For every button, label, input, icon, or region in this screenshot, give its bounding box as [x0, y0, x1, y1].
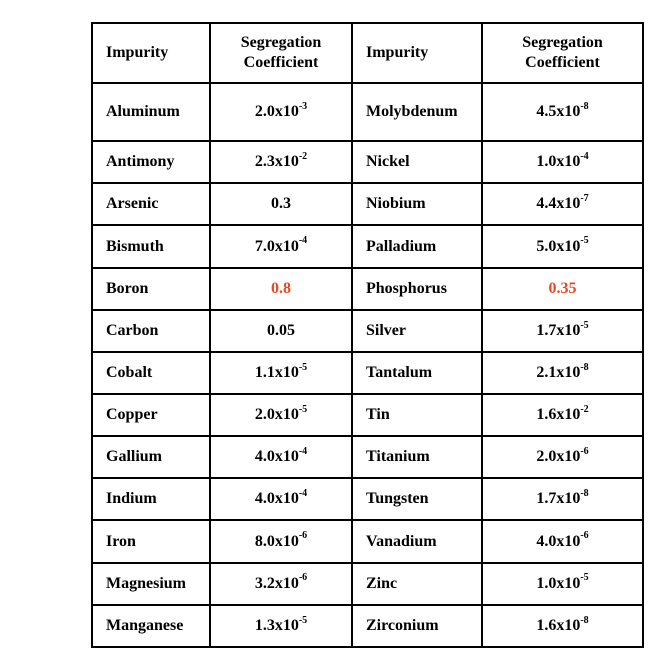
- table-row: [92, 394, 643, 436]
- segregation-coefficient-right: [482, 310, 643, 352]
- coefficient-exponent: -4: [298, 488, 308, 500]
- coefficient-mantissa: 2.0x10: [254, 103, 299, 121]
- table-row: [92, 436, 643, 478]
- segregation-coefficient-left: [210, 268, 352, 310]
- coefficient-mantissa: 1.0x10: [536, 574, 581, 592]
- coefficient-exponent: -4: [298, 445, 308, 457]
- coefficient-mantissa: 2.0x10: [254, 406, 299, 424]
- segregation-coefficient-table: [91, 22, 644, 648]
- impurity-name-right: Zinc: [352, 563, 482, 605]
- impurity-name-left: Copper: [92, 394, 210, 436]
- coefficient-mantissa: 8.0x10: [254, 532, 299, 550]
- impurity-name-right: Zirconium: [352, 605, 482, 647]
- coefficient-exponent: -6: [298, 572, 308, 584]
- impurity-name-right: Titanium: [352, 436, 482, 478]
- header-row: [92, 23, 643, 83]
- segregation-coefficient-left: [210, 141, 352, 183]
- coefficient-mantissa: 0.3: [271, 195, 291, 213]
- coefficient-mantissa: 4.5x10: [536, 103, 581, 121]
- coefficient-exponent: -6: [298, 530, 308, 542]
- impurity-name-right: Phosphorus: [352, 268, 482, 310]
- coefficient-exponent: -6: [580, 530, 589, 542]
- table-row: [92, 563, 643, 605]
- coefficient-mantissa: 4.0x10: [254, 490, 299, 508]
- coefficient-mantissa: 1.7x10: [536, 490, 581, 508]
- table-row: [92, 83, 643, 141]
- coefficient-mantissa: 4.0x10: [254, 448, 299, 466]
- coefficient-exponent: -3: [298, 100, 308, 112]
- coefficient-mantissa: 1.0x10: [536, 153, 581, 171]
- segregation-coefficient-right: [482, 225, 643, 267]
- coefficient-mantissa: 0.35: [548, 279, 577, 297]
- impurity-name-right: Vanadium: [352, 520, 482, 562]
- coefficient-exponent: -8: [580, 488, 589, 500]
- table-row: [92, 520, 643, 562]
- segregation-coefficient-right: [482, 436, 643, 478]
- impurity-name-left: Cobalt: [92, 352, 210, 394]
- segregation-coefficient-right: [482, 563, 643, 605]
- table-row: [92, 352, 643, 394]
- coefficient-exponent: -6: [580, 445, 589, 457]
- coefficient-exponent: -5: [298, 361, 308, 373]
- segregation-coefficient-left: [210, 563, 352, 605]
- segregation-coefficient-right: [482, 394, 643, 436]
- coefficient-exponent: -8: [580, 361, 589, 373]
- coefficient-exponent: -5: [580, 572, 589, 584]
- coefficient-exponent: -2: [580, 403, 589, 415]
- coefficient-exponent: -8: [580, 614, 589, 626]
- table-body: [92, 83, 643, 647]
- header-impurity-left: Impurity: [92, 23, 210, 83]
- coefficient-exponent: -5: [298, 403, 308, 415]
- impurity-name-left: Iron: [92, 520, 210, 562]
- impurity-name-right: Silver: [352, 310, 482, 352]
- coefficient-mantissa: 2.1x10: [536, 363, 581, 381]
- coefficient-exponent: -5: [580, 319, 589, 331]
- impurity-name-left: Gallium: [92, 436, 210, 478]
- coefficient-mantissa: 1.3x10: [254, 616, 299, 634]
- coefficient-mantissa: 5.0x10: [536, 237, 581, 255]
- impurity-name-left: Bismuth: [92, 225, 210, 267]
- header-impurity-right: Impurity: [352, 23, 482, 83]
- table-row: [92, 225, 643, 267]
- cut-off-caption: [90, 0, 645, 5]
- segregation-coefficient-left: [210, 183, 352, 225]
- segregation-coefficient-right: [482, 478, 643, 520]
- coefficient-mantissa: 1.6x10: [536, 616, 581, 634]
- segregation-coefficient-left: [210, 436, 352, 478]
- table-row: [92, 268, 643, 310]
- segregation-coefficient-right: [482, 183, 643, 225]
- table-row: [92, 310, 643, 352]
- impurity-name-right: Nickel: [352, 141, 482, 183]
- impurity-name-right: Palladium: [352, 225, 482, 267]
- impurity-name-right: Tantalum: [352, 352, 482, 394]
- segregation-coefficient-left: [210, 520, 352, 562]
- segregation-coefficient-left: [210, 352, 352, 394]
- segregation-coefficient-left: [210, 478, 352, 520]
- impurity-name-left: Antimony: [92, 141, 210, 183]
- impurity-name-right: Tungsten: [352, 478, 482, 520]
- impurity-name-right: Niobium: [352, 183, 482, 225]
- segregation-coefficient-left: [210, 605, 352, 647]
- table-row: [92, 605, 643, 647]
- coefficient-exponent: -7: [580, 193, 589, 205]
- coefficient-exponent: -2: [298, 150, 308, 162]
- coefficient-mantissa: 1.6x10: [536, 406, 581, 424]
- coefficient-exponent: -5: [580, 235, 589, 247]
- impurity-name-left: Manganese: [92, 605, 210, 647]
- segregation-coefficient-left: [210, 394, 352, 436]
- coefficient-mantissa: 2.0x10: [536, 448, 581, 466]
- coefficient-exponent: -4: [580, 150, 589, 162]
- impurity-name-left: Carbon: [92, 310, 210, 352]
- coefficient-mantissa: 4.0x10: [536, 532, 581, 550]
- segregation-coefficient-right: [482, 605, 643, 647]
- segregation-coefficient-left: [210, 225, 352, 267]
- coefficient-exponent: -8: [580, 100, 589, 112]
- impurity-name-left: Arsenic: [92, 183, 210, 225]
- impurity-name-left: Aluminum: [92, 83, 210, 141]
- coefficient-mantissa: 7.0x10: [254, 237, 299, 255]
- segregation-coefficient-right: [482, 352, 643, 394]
- impurity-name-left: Indium: [92, 478, 210, 520]
- segregation-coefficient-right: [482, 268, 643, 310]
- coefficient-mantissa: 4.4x10: [536, 195, 581, 213]
- coefficient-exponent: -4: [298, 235, 308, 247]
- header-coefficient-left: Segregation Coefficient: [210, 23, 352, 83]
- table-row: [92, 478, 643, 520]
- coefficient-mantissa: 1.7x10: [536, 321, 581, 339]
- segregation-coefficient-right: [482, 141, 643, 183]
- impurity-name-left: Magnesium: [92, 563, 210, 605]
- coefficient-exponent: -5: [298, 614, 308, 626]
- coefficient-mantissa: 2.3x10: [254, 153, 299, 171]
- coefficient-mantissa: 0.05: [267, 321, 295, 339]
- impurity-name-right: Molybdenum: [352, 83, 482, 141]
- table-row: [92, 141, 643, 183]
- coefficient-mantissa: 3.2x10: [254, 574, 299, 592]
- segregation-coefficient-right: [482, 520, 643, 562]
- table-row: [92, 183, 643, 225]
- impurity-name-left: Boron: [92, 268, 210, 310]
- header-coefficient-right: Segregation Coefficient: [482, 23, 643, 83]
- segregation-coefficient-left: [210, 310, 352, 352]
- coefficient-mantissa: 1.1x10: [254, 363, 299, 381]
- segregation-coefficient-left: [210, 83, 352, 141]
- segregation-coefficient-right: [482, 83, 643, 141]
- impurity-name-right: Tin: [352, 394, 482, 436]
- coefficient-mantissa: 0.8: [271, 279, 291, 297]
